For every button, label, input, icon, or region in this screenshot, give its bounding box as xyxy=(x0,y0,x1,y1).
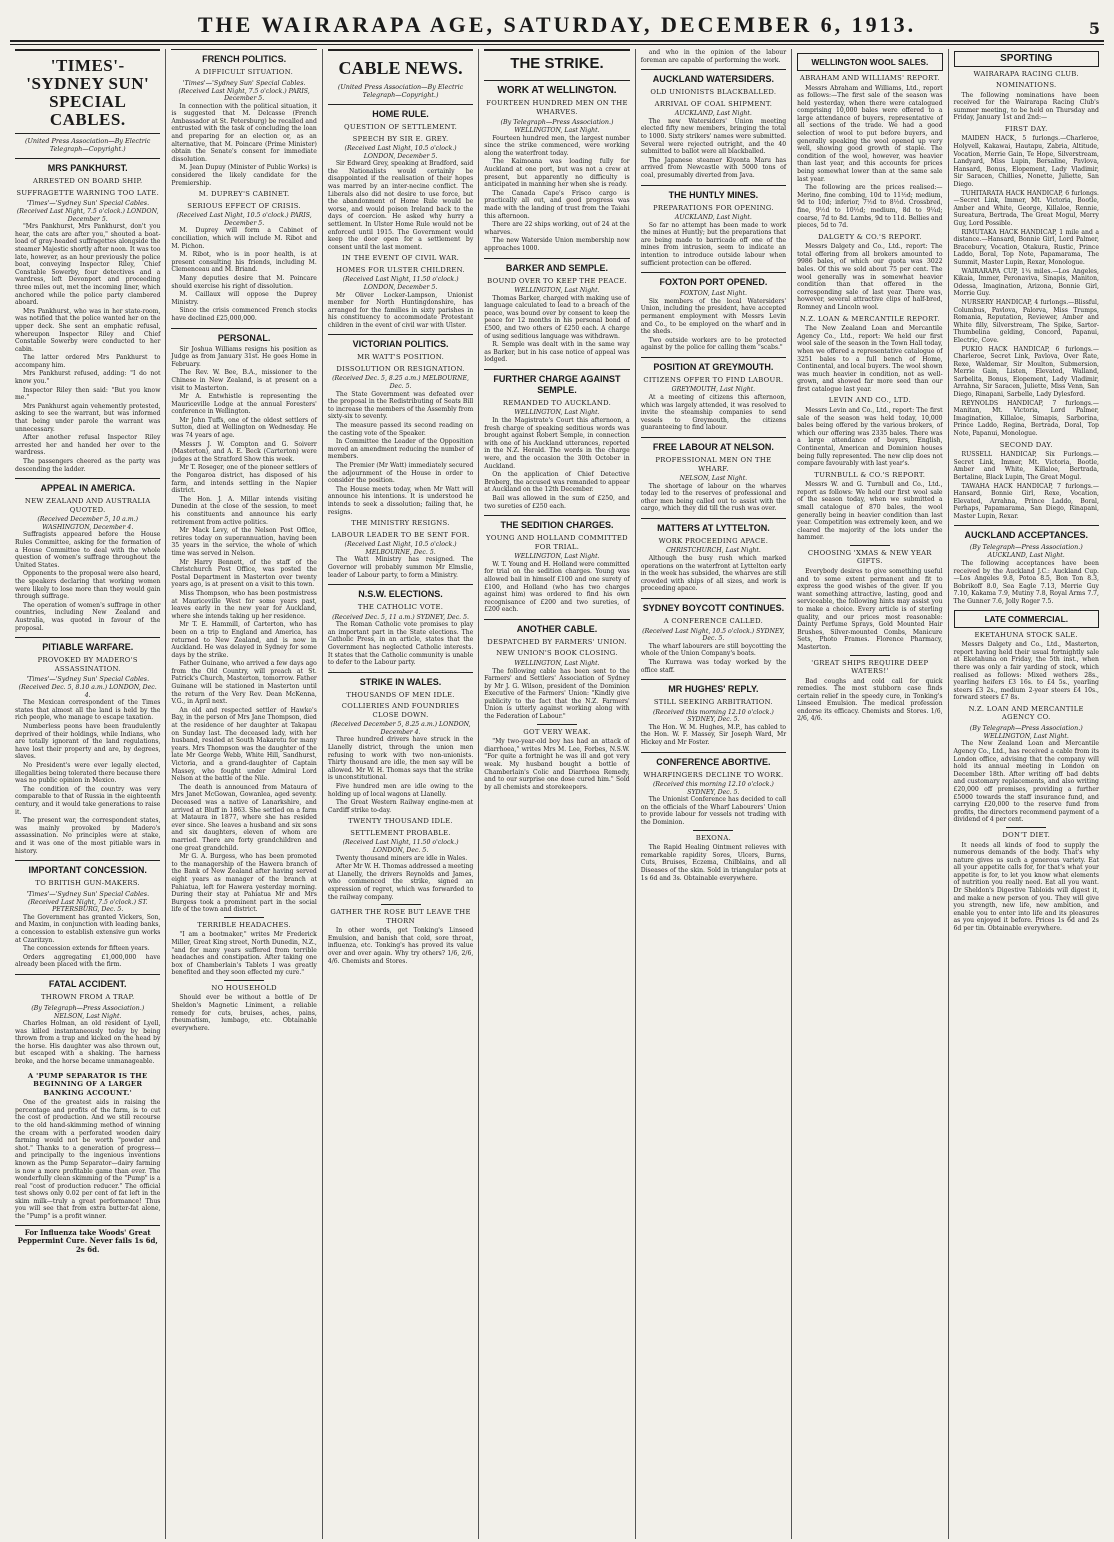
article-heading: POSITION AT GREYMOUTH. xyxy=(641,357,786,373)
article-heading: VICTORIAN POLITICS. xyxy=(328,334,473,350)
article-dateline: AUCKLAND, Last Night. xyxy=(674,214,752,222)
article-paragraph: REYNOLDS HANDICAP, 7 furlongs.—Manitan, Mt. Victoria, Lord Palmer, Imagination, Killaloe, Simapis, Sarborina, Prince Laddo, Regina, Bertrada, Doral, Top Note, Papanui, Monologue. xyxy=(953,399,1099,438)
article-subheading: THE CATHOLIC VOTE. xyxy=(357,603,444,612)
article-dateline: (Received Last Night, 7.5 o'clock.) ST. PETERSBURG, Dec. 5. xyxy=(27,898,148,914)
advert-heading: DON'T DIET. xyxy=(1002,831,1051,839)
article-credit: 'Times'—'Sydney Sun' Special Cables. xyxy=(26,889,150,898)
article-credit: (By Telegraph—Press Association.) xyxy=(31,1003,145,1012)
article-heading: SYDNEY BOYCOTT CONTINUES. xyxy=(641,598,786,614)
article-heading: CONFERENCE ABORTIVE. xyxy=(641,752,786,768)
article-paragraph: Numberless peons have been fraudulently deprived of their holdings, while Indians, who are totally ignorant of the land regulations, have lost their property and are, by degrees, slaves. xyxy=(15,723,161,761)
article-paragraph: Twenty thousand miners are idle in Wales. xyxy=(335,854,468,862)
article-paragraph: PUKIO HACK HANDICAP, 6 furlongs.—Charleroe, Secret Link, Pavlova, Over Rate, Rexe, Waldemar, Sir Moulton, Submersion, Merrie Gain, Listen, Elevated, Walland, Sarbelita, Bonus, Elopement, Lady Vladimir, Arrahna, Sir Saracen, Juliette, Miss Venn, San Diego, Rinapani, Sarbelle, Lady Dylesford. xyxy=(953,345,1099,399)
article-paragraph: Five hundred men are idle owing to the holding up of local wagons at Llanelly. xyxy=(327,783,474,798)
advert-paragraph: Everybody desires to give something useful and to some extent permanent and fit to express the good wishes of the giver. If you want something attractive, lasting, good and serviceable, the following hints may assist you to make a choice. Every article is of sterling quality, and our prices most reasonable: Dainty Perfume Sprays, Gold Mounted Hair Brushes, Silver-mounted Combs, Manicure Sets, Photo Frames. Florence Pharmacy, Masterton. xyxy=(797,567,943,651)
article-paragraph: Messrs Abraham and Williams, Ltd., report as follows:—The first sale of the season was held yesterday, when there were catalogued comprising 10,000 bales were offered to a large attendance of buyers, representative of all sections of the trade. We had a good selection of wool to put before buyers, and generally speaking the wool opened up very well, showing good growth of staple. The condition of the wool, however, was heavier than last year, and this accounts for prices being somewhat lower than at the same sale last year. xyxy=(797,84,943,183)
article-subheading: THE MINISTRY RESIGNS. xyxy=(351,519,450,528)
article-paragraph: The latter ordered Mrs Pankhurst to accompany him. xyxy=(15,354,161,369)
article-subheading: DISSOLUTION OR RESIGNATION. xyxy=(336,364,465,373)
article-subheading: MR WATT'S POSITION. xyxy=(357,353,445,362)
article-heading: WELLINGTON WOOL SALES. xyxy=(797,53,942,71)
article-paragraph: The Roman Catholic vote promises to play an important part in the State elections. The Catholic Press, in an article, states that the Government has neglected Catholic interests. It states that the Catholic community is unable to defer to the Labour party. xyxy=(327,621,474,667)
advert-paragraph: Bad coughs and cold call for quick remedies. The most stubborn case finds certain relief in the speedy cure, in Tonking's Linseed Emulsion. The medical profession endorse its efficacy. Chemists and Stores. 1/6, 2/6, 4/6. xyxy=(797,677,943,723)
article-heading: STRIKE IN WALES. xyxy=(328,672,473,688)
article-paragraph: Thomas Barker, charged with making use of language calculated to lead to a breach of the peace, was bound over by consent to keep the peace for 12 months in his personal bond of £500, and two others of £250 each. A charge of using seditious language was withdrawn. xyxy=(484,294,630,340)
article-dateline: (Received Last Night, 11.50 o'clock.) LONDON, December 5. xyxy=(342,276,459,291)
column-1 xyxy=(10,49,166,1539)
article-paragraph: The Great Western Railway engine-men at Cardiff strike to-day. xyxy=(327,799,474,814)
article-subheading: THOUSANDS OF MEN IDLE. xyxy=(346,690,455,699)
advert-paragraph: It needs all kinds of food to supply the numerous demands of the body. That's why nature gives us such a generous variety. Eat all your appetite calls for, for that's what your appetite is for, to let you know what elements of nutrition you really need. Eat all you want. Dr Sheldon's Digestive Tabloids will digest it, and make a new person of you. They will give you strength, new life, new ambition, and enable you to enter into life and its pleasures as you enjoyed it before. Prices 1s 6d and 2s 6d per tin. Obtainable everywhere. xyxy=(953,841,1099,933)
article-subheading: A DIFFICULT SITUATION. xyxy=(195,68,294,76)
article-paragraph: In Committee the Leader of the Opposition moved an amendment reducing the number of members. xyxy=(327,438,474,461)
article-subheading: CITIZENS OFFER TO FIND LABOUR. xyxy=(643,375,784,384)
article-subheading: A CONFERENCE CALLED. xyxy=(663,617,764,626)
article-paragraph: Opponents to the proposal were also heard, the speakers declaring that working women were likely to lose more than they would gain through suffrage. xyxy=(15,570,161,601)
article-paragraph: Mrs Pankhurst again vehemently protested, asking to see the warrant, but was informed that being under parole the warrant was unnecessary. xyxy=(15,402,161,433)
article-paragraph: Father Guinane, who arrived a few days ago from the Old Country, will preach at St. Patrick's Church, Masterton, tomorrow. Father Guinane will be stationed in Masterton until the return of the Very Rev. Dean McKenna, V.G., in April next. xyxy=(171,660,317,706)
divider xyxy=(537,724,577,725)
article-heading: IMPORTANT CONCESSION. xyxy=(15,860,160,876)
article-paragraph: WAIRARAPA CUP, 1¼ miles.—Los Angeles, Kikaia, Immer, Peronaviva, Sinapis, Maniton, Odessa, Imagination, Arizona, Bonnie Girl, Morrie Guy. xyxy=(953,267,1099,298)
article-paragraph: No President's were ever legally elected, illegalities being tolerated there because there was no public opinion in Mexico. xyxy=(15,762,161,785)
article-subheading: FOURTEEN HUNDRED MEN ON THE WHARVES. xyxy=(486,99,628,116)
article-paragraph: So far no attempt has been made to work the mines at Huntly; but the preparations that are being made to barricade off one of the mines from intrusion, seem to indicate an intention to introduce outside labour when sufficient protection can be offered. xyxy=(640,221,787,267)
article-dateline: FOXTON, Last Night. xyxy=(679,290,747,298)
article-subheading: N.Z. LOAN & MERCANTILE REPORT. xyxy=(799,314,940,323)
advert-paragraph: One of the greatest aids in raising the percentage and profits of the farm, is to cut the cost of production. And we still recourse to the old hand-skimming method of winning the cream with a perforated wooden dairy farming would not be worth "powder and shot." Thanks to a generation of progress—and principally to the ingenious inventions known as the Pump Separator—dairy farming is now a more profitable game than ever. The wonderfully clean skimming of the "Pump" is a real "cost of production reducer." The official test shows only 0.02 per cent of fat left in the skim milk—truly a great performance! Thus you will see that from extra butter-fat alone, the "Pump" is a profit winner. xyxy=(15,1099,161,1221)
article-paragraph: Mr Harry Bennett, of the staff of the Christchurch Post Office, was posted the Postal Department in Masterton over twenty years ago, is at present on a visit to this town. xyxy=(171,558,317,589)
cable-news-credit: (United Press Association—By Electric Telegraph—Copyright.) xyxy=(337,83,464,99)
advert-heading: NO HOUSEHOLD xyxy=(211,983,277,992)
article-paragraph: The following cable has been sent to the Farmers' and Settlers' Association of Sydney by Mr J. G. Wilson, president of the Dominion Executive of the Farmers' Union: "Kindly give publicity to the fact that the N.Z. Farmers' Union is utterly against working along with the Federation of Labour." xyxy=(484,667,630,721)
column-7 xyxy=(949,49,1104,1539)
article-subheading: ABRAHAM AND WILLIAMS' REPORT. xyxy=(799,74,940,82)
divider xyxy=(693,830,733,831)
article-subheading: NEW UNION'S BOOK CLOSING. xyxy=(496,649,618,658)
article-subheading: N.Z. LOAN AND MERCANTILE AGENCY CO. xyxy=(968,704,1084,722)
advert-footer: For Influenza take Woods' Great Peppermint Cure. Never fails 1s 6d, 2s 6d. xyxy=(15,1225,160,1255)
article-subheading: STILL SEEKING ARBITRATION. xyxy=(653,698,773,707)
article-paragraph: The Hon. J. A. Millar intends visiting Dunedin at the close of the session, to meet his constituents and announce his early retirement from active politics. xyxy=(171,495,317,526)
advert-heading: A 'PUMP SEPARATOR IS THE BEGINNING OF A LARGER BANKING ACCOUNT.' xyxy=(27,1071,148,1097)
article-dateline: AUCKLAND, Last Night. xyxy=(674,110,752,118)
article-dateline: WELLINGTON, Last Night. xyxy=(514,127,600,134)
article-subheading: HOMES FOR ULSTER CHILDREN. xyxy=(336,265,465,274)
article-paragraph: The following nominations have been received for the Wairarapa Racing Club's summer meeting, to be held on Thursday and Friday, January 1st and 2nd:— xyxy=(953,91,1099,122)
column-3 xyxy=(323,49,479,1539)
article-paragraph: The New Zealand Loan and Mercantile Agency Co., Ltd., report: We held our first wool sale of the season in the Town Hall today, when we offered a representative catalogue of 3251 bales to a full bench of Home, Continental, and local buyers. The wool shown was much heavier in condition, not as well-grown, and showed far more seed than our first catalogue last year. xyxy=(797,325,943,393)
article-paragraph: After Mr W. H. Thomas addressed a meeting at Llanelly, the drivers Reynolds and James, who commenced the strike, signed an expression of regret, which was forwarded to the railway company. xyxy=(327,863,474,901)
article-subheading: WHARFINGERS DECLINE TO WORK. xyxy=(643,770,784,779)
article-paragraph: The passengers cheered as the party was descending the ladder. xyxy=(15,458,161,473)
article-paragraph: The Rev. W. Bee, B.A., missioner to the Chinese in New Zealand, is at present on a visit to Masterton. xyxy=(171,369,317,392)
article-paragraph: Charles Holman, an old resident of Lyell, was killed instantaneously today by being thrown from a trap and kicked on the head by the horse. His daughter was also thrown out, but escaped with a shaking. The harness broke, and the horse became unmanageable. xyxy=(15,1020,161,1066)
article-dateline: (Received Dec. 5, 8.10 a.m.) LONDON, Dec. 4. xyxy=(18,684,157,699)
article-subheading: LABOUR LEADER TO BE SENT FOR. xyxy=(331,530,470,539)
article-subheading: PROVOKED BY MADERO'S ASSASSINATION. xyxy=(37,656,138,673)
article-paragraph: Fourteen hundred men, the largest number since the strike commenced, were working along the waterfront today. xyxy=(484,134,630,157)
article-subheading: LEVIN AND CO., LTD. xyxy=(828,396,911,405)
article-paragraph: The Unionist Conference has decided to call on the officials of the Wharf Labourers' Union to provide labour for vessels not trading with the Dominion. xyxy=(640,796,787,827)
article-subheading: BOUND OVER TO KEEP THE PEACE. xyxy=(487,276,627,285)
article-subheading: TO BRITISH GUN-MAKERS. xyxy=(35,879,141,888)
article-paragraph: Messrs Levin and Co., Ltd., report: The first sale of the season was held today, 10,000 bales being offered by the various brokers, of which our offering was 2335 bales. There was a large attendance of buyers, English, Continental, American and Dominion houses being fully represented. The new clip does not compare favourably with last year's. xyxy=(797,406,943,468)
article-paragraph: On the application of Chief Detective Broberg, the accused was remanded to appear at Auckland on the 12th December. xyxy=(484,471,630,494)
advert-paragraph: The Rapid Healing Ointment relieves with remarkable rapidity Sores, Ulcers, Burns, Cuts, Bruises, Eczema, Chilblains, and all Diseases of the skin. Sold in triangular pots at 1s 6d and 3s. Obtainable everywhere. xyxy=(640,844,787,882)
page-number: 5 xyxy=(1088,19,1100,38)
advert-paragraph: "My two-year-old boy has had an attack of diarrhoea," writes Mrs M. Lee, Forbes, N.S.W. "For quite a fortnight he was ill and got very weak. My husband bought a bottle of Chamberlain's Colic and Diarrhoea Remedy, and to our surprise one dose cured him." Sold by all chemists and storekeepers. xyxy=(484,738,630,791)
article-heading: HOME RULE. xyxy=(328,104,473,120)
article-heading: MR HUGHES' REPLY. xyxy=(641,679,786,695)
article-heading: SPORTING xyxy=(954,51,1099,67)
article-paragraph: There are 22 ships working, out of 24 at the wharves. xyxy=(484,221,630,236)
article-credit: (By Telegraph—Press Association.) xyxy=(500,118,614,126)
article-subheading: TURNBULL & CO.'S REPORT. xyxy=(814,470,926,479)
article-subheading: THROWN FROM A TRAP. xyxy=(40,993,135,1001)
article-heading: MATTERS AT LYTTELTON. xyxy=(641,518,786,534)
article-heading: APPEAL IN AMERICA. xyxy=(15,478,160,494)
article-paragraph: Mr A. Entwhistle is representing the Mauriceville Lodge at the annual Foresters' conference in Wellington. xyxy=(171,393,317,416)
article-dateline: WELLINGTON, Last Night. xyxy=(514,409,600,417)
article-heading: LATE COMMERCIAL. xyxy=(954,610,1099,628)
advert-paragraph: "I am a bootmaker," writes Mr Frederick Miller, Great King street, North Dunedin, N.Z., "and for many years suffered from terrible headaches and constipation. After taking one box of Chamberlain's Tablets I was greatly benefited and they soon effected my cure." xyxy=(171,931,317,977)
article-paragraph: Mrs Pankhurst, who was in her state-room, was notified that the police wanted her on the upper deck. She sent an emphatic refusal, whereupon Inspector Riley and Chief Constable Sowerby were conducted to her cabin. xyxy=(15,307,161,353)
article-paragraph: Sir Joshua Williams resigns his position as Judge as from January 31st. He goes Home in February. xyxy=(171,345,317,368)
article-heading: BARKER AND SEMPLE. xyxy=(484,258,629,274)
article-paragraph: The Premier (Mr Watt) immediately secured the adjournment of the House in order to consider the position. xyxy=(327,462,474,485)
article-subheading: YOUNG AND HOLLAND COMMITTED FOR TRIAL. xyxy=(486,534,628,551)
article-paragraph: Sir Edward Grey, speaking at Bradford, said the Nationalists would certainly be disappointed if the realisation of their hopes was marred by an inter-necine conflict. The Liberals also did not desire to use force, but the abandonment of Home Rule would be worse, and would poison Ireland back to the days of coercion. He asked why hurry a settlement. In Ulster Home Rule would not be enforced until 1915. The Government would keep the door open for a settlement by consent until the last moment. xyxy=(327,160,474,251)
article-credit: 'Times'—'Sydney Sun' Special Cables. xyxy=(26,675,150,684)
article-paragraph: TAWAHA HACK HANDICAP, 7 furlongs.—Hansard, Bonnie Girl, Rexe, Vocation, Elevated, Arrahna, Prince Laddo, Boral, Perhaps, Papamarama, San Diego, Rinapani, Master Lupin, Rexar. xyxy=(953,482,1099,520)
article-paragraph: The Government has granted Vickers, Son, and Maxim, in conjunction with leading banks, a concession to establish extensive gun works at Czaritzyn. xyxy=(15,913,161,944)
article-paragraph: R. Semple was dealt with in the same way as Barker, but in his case notice of appeal was lodged. xyxy=(484,341,630,364)
article-subheading: EKETAHUNA STOCK SALE. xyxy=(974,630,1078,639)
article-paragraph: M. Duprey will form a Cabinet of conciliation, which will include M. Ribot and M. Pichon. xyxy=(171,227,317,250)
advert-paragraph: In other words, get Tonking's Linseed Emulsion, and banish that cold, sore throat, influenza, etc. Tonking's has proved its value over and over again. Why try others? 1/6, 2/6, 4/6. Chemists and Stores. xyxy=(327,927,474,965)
article-dateline: (Received Dec. 5, 8.25 a.m.) MELBOURNE, Dec. 5. xyxy=(332,375,469,391)
advert-paragraph: Should ever be without a bottle of Dr Sheldon's Magnetic Liniment, a reliable remedy for cuts, bruises, aches, pains, rheumatism, lumbago, etc. Obtainable everywhere. xyxy=(171,994,317,1032)
article-paragraph: Mr T. Roseger, one of the pioneer settlers of the Pongaroa district, has disposed of his farm, and intends settling in the Napier district. xyxy=(171,464,317,495)
article-paragraph: An old and respected settler of Hawke's Bay, in the person of Mrs Jane Thompson, died at the residence of her daughter at Takapau on Sunday last. The deceased lady, with her husband, resided at South Makaretu for many years. Mrs Thompson was the daughter of the late Mr George Webb, White Hill, Sandhurst, Victoria, and a grand-daughter of Captain Massey, who fought under Admiral Lord Nelson at the battle of the Nile. xyxy=(171,706,317,783)
article-paragraph: Messrs Dalgety and Co., Ltd., report: The total offering from all brokers amounted to 9986 bales, of which our quota was 3022 bales. Of this we sold about 75 per cent. The wool generally was in somewhat heavier condition than that offered in the corresponding sale of last year. There was, however, several attractive clips of half-bred, Romney and Lincoln wool. xyxy=(797,243,943,312)
article-dateline: (Received Last Night, 10.5 o'clock.) PARIS, December 5. xyxy=(176,212,312,227)
article-paragraph: Messrs W. and G. Turnbull and Co., Ltd., report as follows: We held our first wool sale of the season today, when we submitted a small catalogue of 870 bales, the wool generally being in heavier condition than last year. Competition was extremely keen, and we cleared the majority of the lots under the hammer. xyxy=(797,481,943,542)
divider xyxy=(850,655,890,656)
article-paragraph: Three hundred drivers have struck in the Llanelly district, through the union men refusing to work with two non-unionists. Thirty thousand are idle, the men say will be allowed. Mr W. H. Thomas says that the strike is unconstitutional. xyxy=(327,736,474,782)
article-subheading: SPEECH BY SIR E. GREY. xyxy=(352,134,449,143)
article-subheading: TWENTY THOUSAND IDLE. xyxy=(348,817,453,826)
article-paragraph: The present war, the correspondent states, was mainly provoked by Madero's assassination. No principles were at stake, and it was one of the most pitiable wars in history. xyxy=(15,817,161,855)
article-paragraph: M. Caillaux will oppose the Duprey Ministry. xyxy=(171,291,317,306)
article-dateline: (Received December 5, 8.25 a.m.) LONDON, December 4. xyxy=(330,721,471,736)
advert-heading: BEXONA. xyxy=(695,833,732,842)
article-subheading: SETTLEMENT PROBABLE. xyxy=(350,828,451,837)
article-paragraph: The Kaimoana was loading fully for Auckland at one port, but was not a crew at present, but apparently no difficulty is anticipated in manning her when she is ready. xyxy=(484,158,630,189)
article-subheading: NEW ZEALAND AND AUSTRALIA QUOTED. xyxy=(24,497,151,514)
article-subheading: FIRST DAY. xyxy=(1004,124,1048,133)
article-dateline: (Received Last Night, 10.5 o'clock.) LONDON, December 5. xyxy=(344,145,457,160)
article-paragraph: At a meeting of citizens this afternoon, which was largely attended, it was resolved to invite the steamship companies to send vessels to Greymouth, the citizens guaranteeing to find labour. xyxy=(640,394,787,432)
article-subheading: IN THE EVENT OF CIVIL WAR. xyxy=(342,254,460,263)
divider xyxy=(224,980,264,981)
article-dateline: GREYMOUTH, Last Night. xyxy=(671,386,756,394)
article-paragraph: The Hon. W. M. Hughes, M.P., has cabled to the Hon. W. F. Massey, Sir Joseph Ward, Mr Hickey and Mr Foster. xyxy=(640,723,787,746)
article-subheading: QUESTION OF SETTLEMENT. xyxy=(344,123,458,131)
article-subheading: COLLIERIES AND FOUNDRIES CLOSE DOWN. xyxy=(341,702,460,719)
cable-news-headline: CABLE NEWS. xyxy=(328,49,473,81)
article-paragraph: M. Jean Dupuy (Minister of Public Works) is considered the likely candidate for the Premiership. xyxy=(171,164,317,187)
advert-heading: GATHER THE ROSE BUT LEAVE THE THORN xyxy=(330,908,471,925)
article-paragraph: Mr Oliver Locker-Lampson, Unionist member for North Huntingdonshire, has arranged for the families in sixty parishes in his constituency to accommodate Protestant children in the event of civil war with Ulster. xyxy=(327,291,474,329)
article-subheading: DALGETY & CO.'S REPORT. xyxy=(817,232,922,241)
article-heading: MRS PANKHURST. xyxy=(15,158,160,174)
article-paragraph: In the Magistrate's Court this afternoon, a fresh charge of speaking seditious words was brought against Robert Semple, in connection with one of his Auckland utterances, reported in the N.Z. Herald. The words in the charge were, and the occasion the 30th October in Auckland. xyxy=(484,417,630,470)
article-heading: FATAL ACCIDENT. xyxy=(15,974,160,990)
article-paragraph: The Japanese steamer Kiyonta Maru has arrived from Newcastle with 5000 tons of coal, presumably diverted from Java. xyxy=(640,156,787,179)
article-credit: (By Telegraph—Press Association.) xyxy=(969,723,1083,732)
article-dateline: (Received Last Night, 10.5 o'clock.) MELBOURNE, Dec. 5. xyxy=(344,541,457,556)
article-paragraph: The concession extends for fifteen years. xyxy=(23,945,150,953)
article-subheading: REMANDED TO AUCKLAND. xyxy=(502,398,612,407)
column-4 xyxy=(479,49,635,1539)
article-dateline: (Received December 5, 10 a.m.) WASHINGTON, December 4. xyxy=(37,516,139,531)
article-paragraph: The new Watersiders' Union meeting elected fifty new members, bringing the total to 1000. Sixty strikers' names were submitted. Several were rejected outright, and the 40 submitted to ballot were all blackballed. xyxy=(640,117,787,156)
article-subheading: SERIOUS EFFECT OF CRISIS. xyxy=(187,201,301,210)
article-heading: FREE LABOUR AT NELSON. xyxy=(641,437,786,453)
masthead-title: THE WAIRARAPA AGE, SATURDAY, DECEMBER 6, 1913. xyxy=(197,12,917,37)
article-paragraph: The House meets today, when Mr Watt will announce his intentions. It is understood he intends to seek a dissolution; failing that, he resigns. xyxy=(327,485,474,516)
article-credit: (By Telegraph—Press Association.) xyxy=(969,543,1083,552)
article-heading: WORK AT WELLINGTON. xyxy=(484,80,629,96)
article-dateline: CHRISTCHURCH, Last Night. xyxy=(665,547,761,555)
article-heading: THE SEDITION CHARGES. xyxy=(484,515,629,531)
article-dateline: WELLINGTON, Last Night. xyxy=(983,732,1069,740)
article-paragraph: W. T. Young and H. Holland were committed for trial on the sedition charges. Young was allowed bail in himself £100 and one surety of £100, and Holland (who has two charges against him) was ordered to find his own recognisance of £200 and two sureties, of £200 each. xyxy=(484,560,630,614)
divider xyxy=(224,917,264,918)
article-paragraph: Mr Mack Levy, of the Nelson Post Office, retires today on superannuation, having been 35 years in the service, the whole of which time was served in Nelson. xyxy=(171,527,317,557)
article-paragraph: After another refusal Inspector Riley arrested her and handed her over to the wardress. xyxy=(15,434,161,457)
article-paragraph: Mr G. A. Burgess, who has been promoted to the managership of the Hawera branch of the Bank of New Zealand after having served eight years as manager of the branch at Pahiatua, left for Hawera yesterday morning. During their stay at Pahiatua Mr and Mrs Burgess took a prominent part in the social life of the town and district. xyxy=(171,853,317,914)
article-heading: AUCKLAND WATERSIDERS. xyxy=(641,69,786,85)
divider xyxy=(381,904,421,905)
article-credit: 'Times'—'Sydney Sun' Special Cables. xyxy=(26,199,150,207)
article-paragraph: Mr John Tuffs, one of the oldest settlers of Sutton, died at Wellington on Wednesday. He was 74 years of age. xyxy=(171,416,317,440)
article-paragraph: The Kurrawa was today worked by the office staff. xyxy=(640,658,787,674)
article-dateline: NELSON, Last Night. xyxy=(53,1012,122,1020)
article-subheading: WORK PROCEEDING APACE. xyxy=(658,536,769,545)
article-heading: PITIABLE WARFARE. xyxy=(15,637,160,653)
article-paragraph: "Mrs Pankhurst, Mrs Pankhurst, don't you hear, the cats are after you," shouted a boat-load of gray-headed suffragettes alongside the steamer Majestic shortly after noon. It was too late, however, as an hour previously the police boat, conveying Inspector Riley, Chief Constable Sowerby, four detectives and a wardress, left Devonport and proceeding three miles out, met the incoming liner, which anchored while the police party clambered aboard. xyxy=(15,223,161,307)
article-paragraph: The measure passed its second reading on the casting vote of the Speaker. xyxy=(327,422,474,437)
article-paragraph: The operation of women's suffrage in other countries, including New Zealand and Australia, was quoted in favour of the proposal. xyxy=(15,601,161,632)
article-dateline: AUCKLAND, Last Night. xyxy=(987,552,1065,560)
article-paragraph: M. Ribot, who is in poor health, is at present consulting his friends, including M. Clemenceau and M. Briand. xyxy=(171,251,317,274)
article-paragraph: Suffragists appeared before the House Rules Committee, asking for the formation of a House Committee to deal with the whole question of women's suffrage throughout the United States. xyxy=(15,531,161,569)
masthead xyxy=(10,8,1104,42)
article-subheading: NOMINATIONS. xyxy=(995,81,1057,90)
article-dateline: (Received this morning 12.10 o'clock.) SYDNEY, Dec. 5. xyxy=(652,708,774,724)
article-subheading: OLD UNIONISTS BLACKBALLED. xyxy=(650,88,777,97)
article-heading: AUCKLAND ACCEPTANCES. xyxy=(954,525,1099,541)
article-subheading: ARRIVAL OF COAL SHIPMENT. xyxy=(654,99,773,108)
article-paragraph: The Watt Ministry has resigned. The Governor will probably summon Mr Elmslie, leader of Labour party, to form a Ministry. xyxy=(327,556,474,579)
article-dateline: (Received Last Night, 10.5 o'clock.) SYDNEY, Dec. 5. xyxy=(642,627,785,643)
article-paragraph: Messrs J. W. Compton and G. Soiverr (Masterton), and A. E. Beck (Carterton) were judges at the Stratford Show this week. xyxy=(171,440,317,463)
article-paragraph: The condition of the country was very comparable to that of Russia in the eighteenth century, and it would take generations to raise it. xyxy=(15,785,161,816)
columns xyxy=(10,45,1104,1539)
column-6 xyxy=(792,49,948,1539)
article-paragraph: NURSERY HANDICAP, 4 furlongs.—Blissful, Columbus, Pavlova, Palorva, Miss Trumps, Romania, Reputation, Reviewer, Amber and White filly, Silverstream, The Spike, Sartor-Thumbelina gelding, Concord, Papanui, Electric, Cove. xyxy=(953,298,1099,344)
article-subheading: SUFFRAGETTE WARNING TOO LATE. xyxy=(16,188,160,197)
article-dateline: WELLINGTON, Last Night. xyxy=(514,553,600,561)
article-subheading: DESPATCHED BY FARMERS' UNION. xyxy=(487,637,627,646)
article-paragraph: Since the crisis commenced French stocks have declined £25,000,000. xyxy=(171,307,317,322)
article-dateline: (Received Last Night, 11.50 o'clock.) LONDON, Dec. 5. xyxy=(342,839,459,854)
article-paragraph: RUSSELL HANDICAP, Six Furlongs.—Secret Link, Immer, Mt. Victoria, Bootle, Amber and White, Killaloe, Bertrada, Bertaline, Black Lupin, The Great Mogul. xyxy=(953,451,1099,481)
strike-headline: THE STRIKE. xyxy=(484,49,629,75)
article-paragraph: Many deputies desire that M. Poincare should exercise his right of dissolution. xyxy=(171,274,317,290)
article-subheading: PROFESSIONAL MEN ON THE WHARF. xyxy=(655,456,772,473)
article-dateline: (Received Last Night, 7.5 o'clock.) LONDON, December 5. xyxy=(16,208,159,223)
article-subheading: PREPARATIONS FOR OPENING. xyxy=(652,203,774,212)
article-paragraph: The wharf labourers are still boycotting the whole of the Union Company's boats. xyxy=(640,642,787,658)
article-paragraph: The New Zealand Loan and Mercantile Agency Co., Ltd., has received a cable from its London office, advising that the company will hold its annual meeting in London on December 18th. After writing off bad debts and customary replacements, and also writing £20,000 off premises, providing a further £5000 towards the staff insurance fund, and carrying £20,000 to the reserve fund from profits, the directors recommend payment of a dividend of 4 per cent. xyxy=(953,740,1099,824)
article-dateline: (Received this morning 12.10 o'clock.) SYDNEY, Dec. 5. xyxy=(652,781,774,796)
article-paragraph: Mr T. E. Hammill, of Carterton, who has been on a trip to England and America, has returned to New Zealand, and is now in Auckland. He was delayed in Sydney for some days by the strike. xyxy=(171,621,317,659)
article-paragraph: The shortage of labour on the wharves today led to the reserves of professional and other men being called out to assist with the cargo, which they did till the rush was over. xyxy=(640,482,787,513)
article-subheading: ARRESTED ON BOARD SHIP. xyxy=(33,177,143,185)
article-heading: FURTHER CHARGE AGAINST SEMPLE. xyxy=(484,369,629,396)
article-paragraph: Six members of the local Watersiders' Union, including the president, have accepted permanent employment with Messrs Levin and Co., to be employed on the wharf and in the sheds. xyxy=(640,297,787,336)
advert-heading: CHOOSING 'XMAS & NEW YEAR GIFTS. xyxy=(807,548,932,566)
article-subheading: SECOND DAY. xyxy=(999,440,1053,449)
advert-heading: TERRIBLE HEADACHES. xyxy=(197,920,291,929)
cables-headline: 'TIMES'-'SYDNEY SUN' SPECIAL CABLES. xyxy=(15,49,160,134)
article-paragraph: Two outside workers are to be protected against by the police for calling them "scabs." xyxy=(640,336,787,352)
article-paragraph: Bail was allowed in the sum of £250, and two sureties of £250 each. xyxy=(484,494,630,510)
article-heading: ANOTHER CABLE. xyxy=(484,619,629,635)
article-credit: 'Times'—'Sydney Sun' Special Cables. xyxy=(182,78,306,87)
article-heading: PERSONAL. xyxy=(171,328,316,344)
cables-credit: (United Press Association—By Electric Telegraph—Copyright.) xyxy=(25,137,151,153)
article-paragraph: Messrs Dalgety and Co., Ltd., Masterton, report having held their usual fortnightly sale at Eketahuna on Friday, the 5th inst., when there was only a fair yarding of stock, which realised as follows: Mixed wethers 28s., yearling heifers £3 16s. to £4 5s., yearling steers £3 2s., medium 2-year steers £4 10s., forward steers £7 8s. xyxy=(953,641,1099,702)
column-5 xyxy=(636,49,792,1539)
article-dateline: WELLINGTON, Last Night. xyxy=(514,659,600,667)
article-dateline: (Received Dec. 5, 11 a.m.) SYDNEY, Dec. 5. xyxy=(332,613,469,621)
article-paragraph: and who in the opinion of the labour foreman are capable of performing the work. xyxy=(640,49,787,64)
article-paragraph: The following are the prices realised:—Merino, fine combing, 10d to 11½d; medium, 9d to 10d; inferior, 7½d to 8½d. Crossbred, fine, 9½d to 10½d; medium, 8d to 9¼d; coarse, 7d to 8d. Lambs, 9d to 11d. Bellies and pieces, 5d to 7d. xyxy=(797,184,943,230)
article-paragraph: Inspector Riley then said: "But you know me." xyxy=(15,386,161,402)
article-heading: THE HUNTLY MINES. xyxy=(641,185,786,201)
article-heading: FRENCH POLITICS. xyxy=(171,49,316,65)
article-paragraph: Orders aggregating £1,000,000 have already been placed with the firm. xyxy=(15,953,161,969)
article-paragraph: Miss Thompson, who has been postmistress at Mauriceville West for some years past, leaves early in the new year for Auckland, where she intends taking up her residence. xyxy=(171,589,317,620)
article-paragraph: TUHITARATA HACK HANDICAP, 6 furlongs.—Secret Link, Immer, Mt. Victoria, Bootle, Amber and White, George, Killaloe, Rennie, Sureatura, Bertrada, The Great Mogul, Merry Guy, Lord Possible. xyxy=(953,189,1099,227)
article-subheading: WAIRARAPA RACING CLUB. xyxy=(973,69,1080,78)
article-paragraph: The Mexican correspondent of the Times states that almost all the land is held by the rich people, who manage to escape taxation. xyxy=(15,699,161,722)
article-heading: N.S.W. ELECTIONS. xyxy=(328,584,473,600)
article-paragraph: MAIDEN HACK, 5 furlongs.—Charleroe, Holyvell, Kakawai, Hautapu, Zabria, Altitude, Vocation, Merrie Gain, Te Hope, Silverstream, Landyard, Miss Lupin, Bersaline, Pavlova, Hansard, Bonus, Elopement, Lady Vladimir, Sir Saracen, Chillies, Nonette, Juliette, San Diego. xyxy=(953,135,1099,189)
column-2 xyxy=(166,49,322,1539)
article-paragraph: The following acceptances have been received by the Auckland J.C.: Auckland Cup.—Los Angeles 9.8, Potoa 8.5, Bon Ton 8.3, Bobrikoff 8.0, Sea Eagle 7.13, Merrie Guy 7.10, Kakama 7.9, Mutiny 7.8, Royal Arms 7.7, The Gunner 7.6, Jolly Roger 7.5. xyxy=(953,560,1099,606)
divider xyxy=(1006,827,1046,828)
article-dateline: (Received Last Night, 7.5 o'clock.) PARIS, December 5. xyxy=(178,87,310,103)
article-subheading: M. DUPREY'S CABINET. xyxy=(198,190,290,199)
article-paragraph: The State Government was defeated over the proposal in the Redistributing of Seats Bill to increase the members of the Assembly from sixty-six to seventy. xyxy=(327,390,474,421)
advert-heading: GOT VERY WEAK. xyxy=(523,727,591,736)
divider xyxy=(850,545,890,546)
article-paragraph: The death is announced from Mataura of Mrs Janet McGowan, Gowanlea, aged seventy. Deceased was a native of Lanarkshire, and arrived at Bluff in 1863. She settled on a farm at Mataura in 1877, where she has resided ever since. She leaves a husband and six sons and six daughters, eleven of whom are married. There are forty grandchildren and one great grandchild. xyxy=(171,783,317,852)
article-dateline: WELLINGTON, Last Night. xyxy=(514,287,600,294)
article-paragraph: Mrs Pankhurst refused, adding: "I do not know you." xyxy=(15,370,161,386)
article-heading: FOXTON PORT OPENED. xyxy=(641,272,786,288)
advert-heading: 'GREAT SHIPS REQUIRE DEEP WATERS!' xyxy=(811,658,929,675)
article-dateline: NELSON, Last Night. xyxy=(679,475,748,482)
article-paragraph: The new Waterside Union membership now approaches 1000. xyxy=(484,237,630,252)
article-paragraph: Although the busy rush which marked operations on the waterfront at Lyttelton early in the week has subsided, the wharves are still crowded with ships of all sizes, and work is proceeding apace. xyxy=(640,555,787,593)
article-paragraph: The Canada Cape's Frisco cargo is practically all out, and good progress was made with the landing of trust from the Taiahi this afternoon. xyxy=(484,189,630,220)
article-paragraph: RIMUTAKA HACK HANDICAP, 1 mile and a distance.—Hansard, Bonnie Girl, Lord Palmer, Bracebury, Vocation, Otakura, Rustic, Prince Laddo, Boral, Top Note, Papamarama, The Summit, Master Lupin, Rexar, Monologue. xyxy=(953,228,1099,266)
article-paragraph: In connection with the political situation, it is suggested that M. Delcasse (French Ambassador at St. Petersburg) be recalled and entrusted with the task of concluding the loan and preparing for an election or, as an alternative, that M. Poincare (Prime Minister) obtain the Senate's consent for immediate dissolution. xyxy=(171,102,317,163)
